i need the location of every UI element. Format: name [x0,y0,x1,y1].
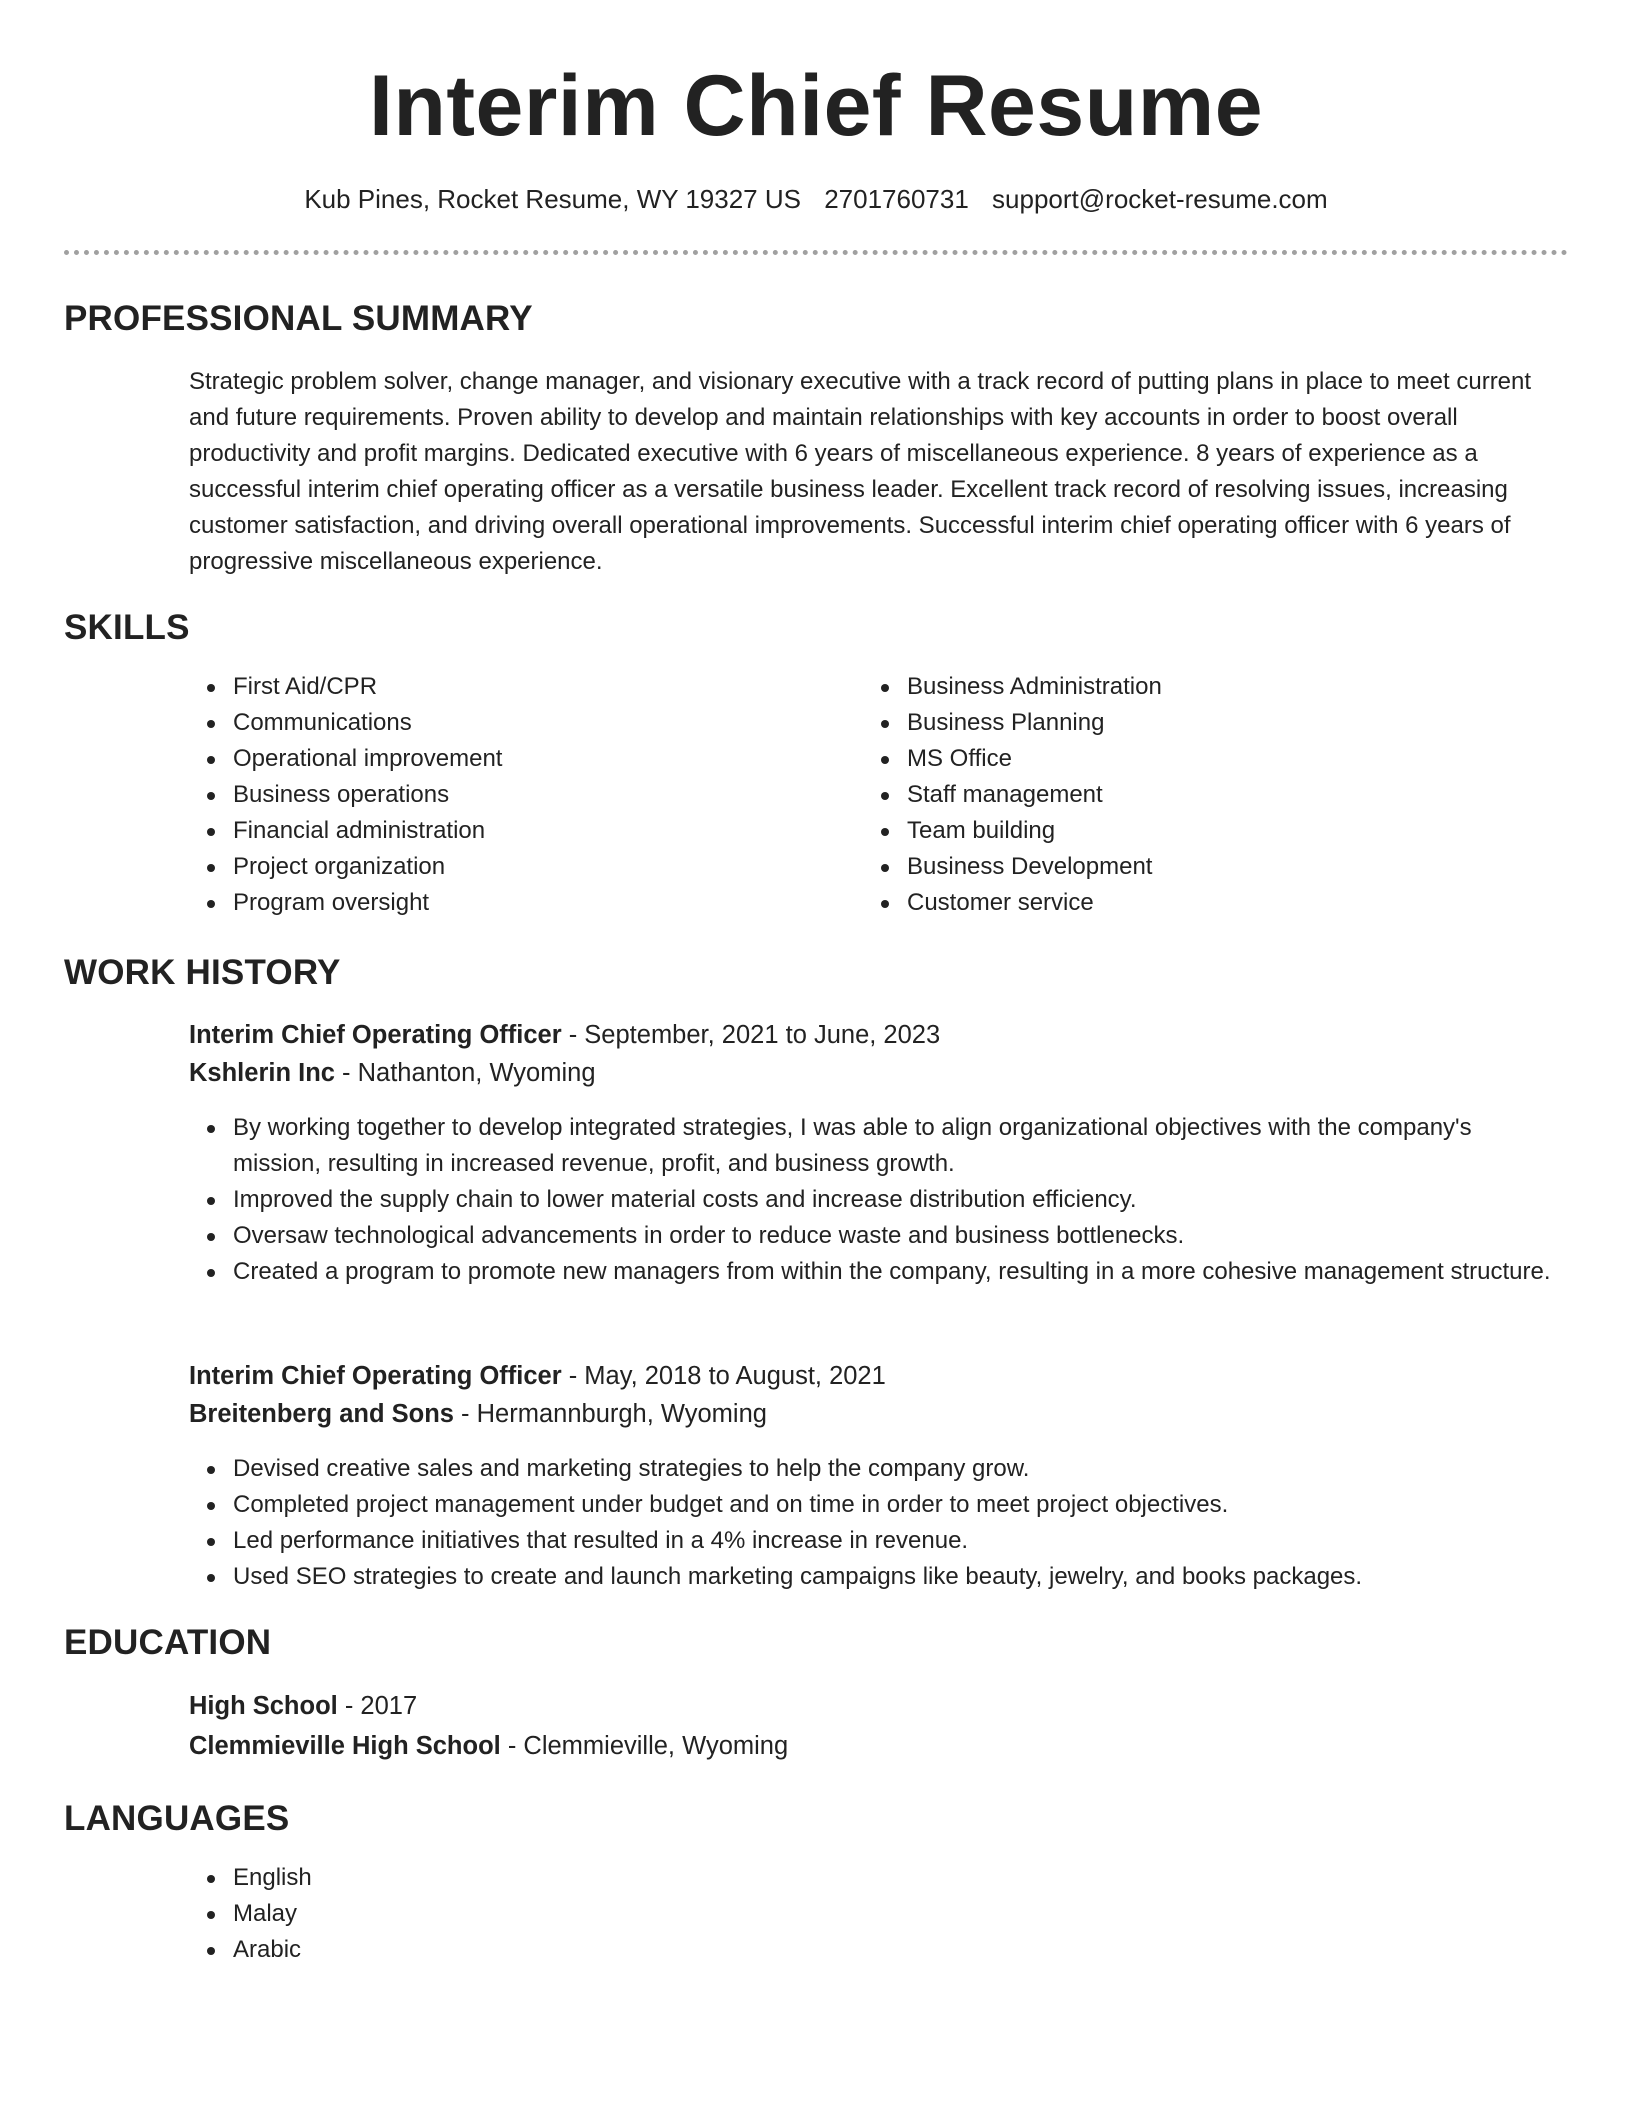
skill-item: Business operations [189,777,829,813]
skill-item: First Aid/CPR [189,669,829,705]
skill-item: Financial administration [189,813,829,849]
job-bullet: By working together to develop integrated strategies, I was able to align organizational objectives with the company's mission, resulting in increased revenue, profit, and business growth. [189,1110,1564,1182]
work-heading: WORK HISTORY [64,953,341,992]
job-bullet: Devised creative sales and marketing strategies to help the company grow. [189,1451,1564,1487]
skills-list-right [863,669,1503,921]
job-1-company: Kshlerin Inc [189,1059,335,1087]
job-2-role: Interim Chief Operating Officer [189,1362,562,1390]
job-1-bullets [189,1110,1564,1290]
skill-item: MS Office [863,741,1503,777]
language-item: English [189,1860,829,1896]
skill-item: Communications [189,705,829,741]
skill-item: Business Planning [863,705,1503,741]
job-1-location: - Nathanton, Wyoming [334,1059,596,1087]
skill-item: Operational improvement [189,741,829,777]
summary-heading: PROFESSIONAL SUMMARY [64,299,533,338]
language-item: Malay [189,1896,829,1932]
skill-item: Customer service [863,885,1503,921]
job-2-bullets [189,1451,1564,1595]
job-1-company-line [189,1054,596,1092]
language-item: Arabic [189,1932,829,1968]
skill-item: Staff management [863,777,1503,813]
languages-list [189,1860,829,1968]
education-school: Clemmieville High School [189,1732,501,1760]
skill-item: Business Administration [863,669,1503,705]
education-school-line [189,1727,788,1765]
contact-phone: 2701760731 [824,184,969,214]
education-degree-line [189,1687,417,1725]
job-1-title-line [189,1016,940,1054]
job-2-location: - Hermannburgh, Wyoming [453,1400,767,1428]
header-divider [64,250,1568,255]
skill-item: Business Development [863,849,1503,885]
job-2-company-line [189,1395,767,1433]
skill-item: Project organization [189,849,829,885]
resume-name: Interim Chief Resume [368,58,1264,154]
job-bullet: Used SEO strategies to create and launch marketing campaigns like beauty, jewelry, and books packages. [189,1559,1564,1595]
contact-email: support@rocket-resume.com [992,184,1328,214]
skills-list-left [189,669,829,921]
job-bullet: Improved the supply chain to lower material costs and increase distribution efficiency. [189,1182,1564,1218]
contact-address: Kub Pines, Rocket Resume, WY 19327 US [304,184,801,214]
job-2-dates: - May, 2018 to August, 2021 [561,1362,886,1390]
job-2-company: Breitenberg and Sons [189,1400,454,1428]
job-1-dates: - September, 2021 to June, 2023 [561,1021,941,1049]
education-heading: EDUCATION [64,1623,272,1662]
job-2-title-line [189,1357,886,1395]
languages-heading: LANGUAGES [64,1799,290,1838]
education-location: - Clemmieville, Wyoming [500,1732,789,1760]
job-bullet: Oversaw technological advancements in order to reduce waste and business bottlenecks. [189,1218,1564,1254]
skills-heading: SKILLS [64,608,190,647]
skill-item: Program oversight [189,885,829,921]
job-bullet: Completed project management under budget and on time in order to meet project objectives. [189,1487,1564,1523]
education-degree: High School [189,1692,338,1720]
contact-line [0,182,1632,216]
education-year: - 2017 [337,1692,418,1720]
skill-item: Team building [863,813,1503,849]
job-bullet: Created a program to promote new managers from within the company, resulting in a more cohesive management structure. [189,1254,1564,1290]
summary-text: Strategic problem solver, change manager, and visionary executive with a track record of putting plans in place to meet current and future requirements. Proven ability to develop and maintain relationships with key accounts in order to boost overall productivity and profit margins. Dedicated executive with 6 years of miscellaneous experience. 8 years of experience as a successful interim chief operating officer as a versatile business leader. Excellent track record of resolving issues, increasing customer satisfaction, and driving overall operational improvements. Successful interim chief operating officer with 6 years of progressive miscellaneous experience. [189,368,1532,575]
job-bullet: Led performance initiatives that resulted in a 4% increase in revenue. [189,1523,1564,1559]
job-1-role: Interim Chief Operating Officer [189,1021,562,1049]
